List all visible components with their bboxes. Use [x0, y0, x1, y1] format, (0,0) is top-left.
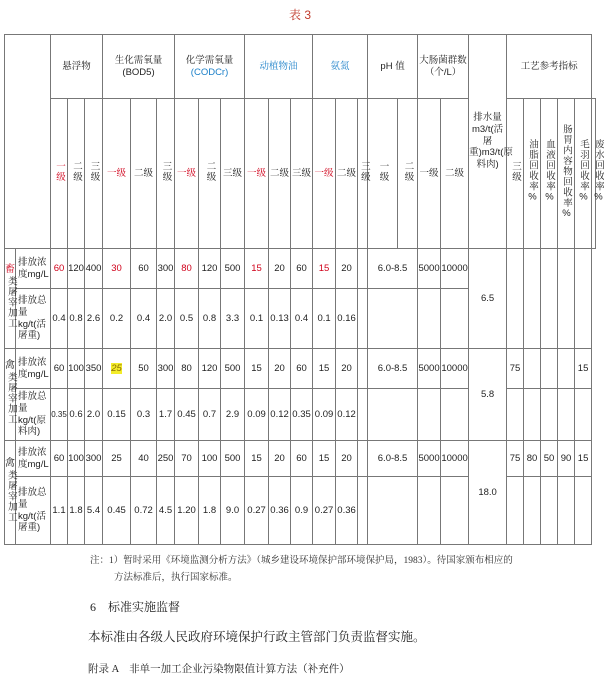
value-cell: 0.15: [103, 389, 131, 441]
ref-value: [524, 389, 541, 441]
value-cell: 0.7: [199, 389, 221, 441]
ref-value: [558, 249, 575, 349]
value-cell: 0.3: [131, 389, 157, 441]
category-side: 类屠宰加工: [5, 470, 17, 523]
value-cell: 0.35: [51, 389, 68, 441]
value-cell: 20: [269, 349, 291, 389]
value-cell: 60: [291, 349, 313, 389]
value-cell: 0.5: [175, 289, 199, 349]
value-cell: 60: [131, 249, 157, 289]
value-cell: 120: [199, 349, 221, 389]
value-cell: 40: [131, 441, 157, 477]
value-cell: 5000: [418, 349, 441, 389]
corner-cell: [5, 35, 51, 249]
value-cell: 300: [157, 349, 175, 389]
value-cell: 0.1: [313, 289, 336, 349]
value-cell: 4.5: [157, 477, 175, 545]
grade-label: 二级: [70, 161, 82, 183]
value-cell: 15: [245, 441, 269, 477]
grade-cell: [157, 99, 175, 249]
header-cod-sub: (CODCr): [190, 66, 229, 78]
value-cell: 10000: [441, 349, 469, 389]
grade-cell: [358, 99, 368, 249]
grade-label: 一级: [107, 167, 127, 179]
ref-col-label: 肠胃内容物回收率%: [561, 123, 572, 220]
load-label: 排放总量kg/t(活屠重): [16, 289, 51, 349]
category-cell: [5, 249, 16, 349]
ref-value: [507, 389, 524, 441]
grade-cell: [418, 99, 441, 249]
value-cell: 0.27: [313, 477, 336, 545]
category-top: 畜: [5, 263, 15, 275]
value-cell: 300: [85, 441, 103, 477]
ref-col-label: 油脂回收率%: [527, 139, 538, 204]
value-cell: 6.0-8.5: [368, 249, 418, 289]
grade-cell: [103, 99, 131, 249]
value-cell: 10000: [441, 441, 469, 477]
value-cell: 0.4: [131, 289, 157, 349]
ref-value: [541, 389, 558, 441]
grade-label: 二级: [134, 167, 154, 179]
value-cell: 80: [175, 249, 199, 289]
value-cell: 3.3: [221, 289, 245, 349]
value-cell: 300: [157, 249, 175, 289]
value-cell: 2.0: [157, 289, 175, 349]
value-cell: 6.0-8.5: [368, 441, 418, 477]
value-cell: 0.6: [68, 389, 85, 441]
value-cell: 2.6: [85, 289, 103, 349]
value-cell: 20: [336, 349, 358, 389]
header-ph: pH 值: [368, 35, 418, 99]
value-cell: [418, 477, 441, 545]
note-line: 注：1）暂时采用《环境监测分析方法》（城乡建设环境保护部环境保护局，1983）。待国家颁布相应的: [90, 556, 513, 566]
value-cell: 10000: [441, 249, 469, 289]
value-cell: 0.4: [51, 289, 68, 349]
value-cell: 0.72: [131, 477, 157, 545]
ref-value: [524, 349, 541, 389]
value-cell: [358, 389, 368, 441]
value-cell: 5000: [418, 249, 441, 289]
value-cell: [358, 477, 368, 545]
grade-label: 二级: [402, 161, 414, 183]
grade-cell: [441, 99, 469, 249]
value-cell: 60: [51, 349, 68, 389]
value-cell: [358, 349, 368, 389]
value-cell: 0.09: [245, 389, 269, 441]
grade-label: 一级: [53, 161, 65, 183]
value-cell: 20: [336, 249, 358, 289]
grade-label: 一级: [419, 167, 439, 179]
value-cell: 15: [313, 441, 336, 477]
grade-cell: [336, 99, 358, 249]
value-cell: 70: [175, 441, 199, 477]
value-cell: 30: [103, 249, 131, 289]
grade-cell: [221, 99, 245, 249]
value-cell: 0.35: [291, 389, 313, 441]
grade-label: 三级: [223, 167, 243, 179]
value-cell: 0.27: [245, 477, 269, 545]
value-cell: 0.09: [313, 389, 336, 441]
header-oil: 动植物油: [245, 35, 313, 99]
ref-col-water: [592, 99, 604, 249]
conc-label: 排放浓度mg/L: [16, 249, 51, 289]
note-line: 方法标准后，执行国家标准。: [114, 573, 238, 583]
table-row: [5, 389, 596, 441]
ref-value: [541, 349, 558, 389]
grade-cell: [368, 99, 398, 249]
grade-label: 三级: [510, 161, 521, 183]
value-cell: [441, 289, 469, 349]
value-cell: 0.12: [269, 389, 291, 441]
grade-label: 二级: [204, 161, 216, 183]
value-cell: 15: [245, 349, 269, 389]
drain-value: 5.8: [469, 349, 507, 441]
value-cell: 6.0-8.5: [368, 349, 418, 389]
value-cell: 120: [199, 249, 221, 289]
header-ref: 工艺参考指标: [507, 35, 592, 99]
table-title: 表 3: [288, 8, 311, 22]
category-side: 类屠宰加工: [5, 276, 17, 329]
value-cell: 0.36: [269, 477, 291, 545]
value-cell: 0.12: [336, 389, 358, 441]
value-cell: 60: [291, 441, 313, 477]
ref-col-feather: [575, 99, 592, 249]
ref-value: 90: [558, 441, 575, 477]
value-cell: 1.1: [51, 477, 68, 545]
value-cell: 100: [199, 441, 221, 477]
table-note: [90, 553, 570, 587]
ref-value: [507, 249, 524, 349]
value-cell: 350: [85, 349, 103, 389]
ref-value: 80: [524, 441, 541, 477]
ref-value: 75: [507, 349, 524, 389]
value-cell: 250: [157, 441, 175, 477]
ref-value: [558, 477, 575, 545]
table-row: [5, 441, 596, 477]
ref-col-stomach: [558, 99, 575, 249]
header-bod-sub: (BOD5): [122, 66, 155, 78]
grade-label: 一级: [377, 161, 389, 183]
ref-col-label: 血液回收率%: [544, 139, 555, 204]
ref-value: [524, 477, 541, 545]
value-cell: 0.9: [291, 477, 313, 545]
value-cell: 0.4: [291, 289, 313, 349]
ref-value: 50: [541, 441, 558, 477]
header-nh3: 氨氮: [313, 35, 368, 99]
value-cell: 120: [68, 249, 85, 289]
value-cell: 100: [68, 441, 85, 477]
value-cell: 2.9: [221, 389, 245, 441]
value-cell: 0.45: [103, 477, 131, 545]
ref-value: 15: [575, 349, 592, 389]
table-row: [5, 349, 596, 389]
grade-cell: [313, 99, 336, 249]
ref-col-blood: [541, 99, 558, 249]
appendix-title: 附录 A 非单一加工企业污染物限值计算方法（补充件）: [88, 664, 350, 675]
value-cell: 15: [245, 249, 269, 289]
highlighted-value: 25: [111, 362, 122, 374]
value-cell: 15: [313, 349, 336, 389]
grade-cell: [131, 99, 157, 249]
value-cell: [358, 441, 368, 477]
grade-cell: [175, 99, 199, 249]
ref-value: [558, 349, 575, 389]
header-cod-main: 化学需氧量: [185, 54, 234, 66]
category-top: 禽: [5, 457, 15, 469]
grade-label: 一级: [177, 167, 197, 179]
value-cell: 60: [51, 441, 68, 477]
value-cell: 500: [221, 441, 245, 477]
value-cell: 20: [269, 441, 291, 477]
value-cell: [418, 389, 441, 441]
value-cell: 15: [313, 249, 336, 289]
load-label: 排放总量kg/t(原料肉): [16, 389, 51, 441]
value-cell: 50: [131, 349, 157, 389]
conc-label: 排放浓度mg/L: [16, 441, 51, 477]
value-cell: 20: [269, 249, 291, 289]
emission-standards-table: [4, 34, 604, 545]
ref-value: [524, 249, 541, 349]
grade-label: 二级: [337, 167, 357, 179]
grade-label: 三级: [160, 161, 172, 183]
value-cell: [441, 477, 469, 545]
grade-cell: [68, 99, 85, 249]
category-cell: [5, 349, 16, 441]
ref-value: 75: [507, 441, 524, 477]
value-cell: 25: [103, 441, 131, 477]
value-cell: 0.8: [199, 289, 221, 349]
value-cell: 2.0: [85, 389, 103, 441]
value-cell: 0.2: [103, 289, 131, 349]
ref-col-oil: [524, 99, 541, 249]
grade-cell: [269, 99, 291, 249]
grade-label: 二级: [445, 167, 465, 179]
body-paragraph: 本标准由各级人民政府环境保护行政主管部门负责监督实施。: [88, 630, 426, 644]
value-cell: [368, 389, 418, 441]
grade-cell: [507, 99, 524, 249]
value-cell: 5000: [418, 441, 441, 477]
table-row: [5, 249, 596, 289]
grade-label: 三级: [88, 161, 100, 183]
grade-label: 一级: [314, 167, 334, 179]
ref-value: [575, 389, 592, 441]
value-cell: [358, 249, 368, 289]
value-cell: 1.8: [199, 477, 221, 545]
grade-cell: [291, 99, 313, 249]
grade-label: 二级: [270, 167, 290, 179]
value-cell: 500: [221, 249, 245, 289]
value-cell: 0.45: [175, 389, 199, 441]
value-cell: 1.8: [68, 477, 85, 545]
value-cell: 9.0: [221, 477, 245, 545]
drain-value: 18.0: [469, 441, 507, 545]
section-heading: 6 标准实施监督: [90, 600, 181, 614]
ref-value: [541, 477, 558, 545]
header-ss: 悬浮物: [51, 35, 103, 99]
value-cell: 0.8: [68, 289, 85, 349]
value-cell: [368, 477, 418, 545]
category-cell: [5, 441, 16, 545]
grade-label: 一级: [247, 167, 267, 179]
value-cell: [368, 289, 418, 349]
category-side: 类屠宰加工: [5, 372, 17, 425]
value-cell: 1.20: [175, 477, 199, 545]
grade-label: 三级: [358, 161, 370, 183]
ref-value: [541, 249, 558, 349]
ref-col-label: 废水回收率%: [592, 139, 604, 204]
ref-value: 15: [575, 441, 592, 477]
value-cell: [418, 289, 441, 349]
grade-cell: [51, 99, 68, 249]
header-bod: [103, 35, 175, 99]
grade-label: 三级: [292, 167, 312, 179]
value-cell: 80: [175, 349, 199, 389]
ref-value: [575, 249, 592, 349]
value-cell: 1.7: [157, 389, 175, 441]
value-cell: 60: [291, 249, 313, 289]
category-top: 禽: [5, 359, 15, 371]
grade-cell: [245, 99, 269, 249]
grade-cell: [398, 99, 418, 249]
value-cell: 100: [68, 349, 85, 389]
grade-cell: [85, 99, 103, 249]
ref-value: [575, 477, 592, 545]
header-drain: 排水量 m3/t(活屠重)m3/t(原料肉): [469, 35, 507, 249]
conc-label: 排放浓度mg/L: [16, 349, 51, 389]
ref-value: [507, 477, 524, 545]
ref-value: [558, 389, 575, 441]
value-cell: 400: [85, 249, 103, 289]
value-cell: [358, 289, 368, 349]
drain-value: 6.5: [469, 249, 507, 349]
value-cell: 0.16: [336, 289, 358, 349]
value-cell: 5.4: [85, 477, 103, 545]
value-cell: 0.1: [245, 289, 269, 349]
value-cell: 60: [51, 249, 68, 289]
header-bod-main: 生化需氧量: [114, 54, 163, 66]
ref-col-label: 毛羽回收率%: [578, 139, 590, 204]
header-coli: 大肠菌群数（个/L）: [418, 35, 469, 99]
value-cell: 0.13: [269, 289, 291, 349]
value-cell: 500: [221, 349, 245, 389]
value-cell: 0.36: [336, 477, 358, 545]
table-row: [5, 477, 596, 545]
value-cell: [441, 389, 469, 441]
load-label: 排放总量kg/t(活屠重): [16, 477, 51, 545]
value-cell: 20: [336, 441, 358, 477]
header-cod: [175, 35, 245, 99]
grade-cell: [199, 99, 221, 249]
value-cell: [103, 349, 131, 389]
